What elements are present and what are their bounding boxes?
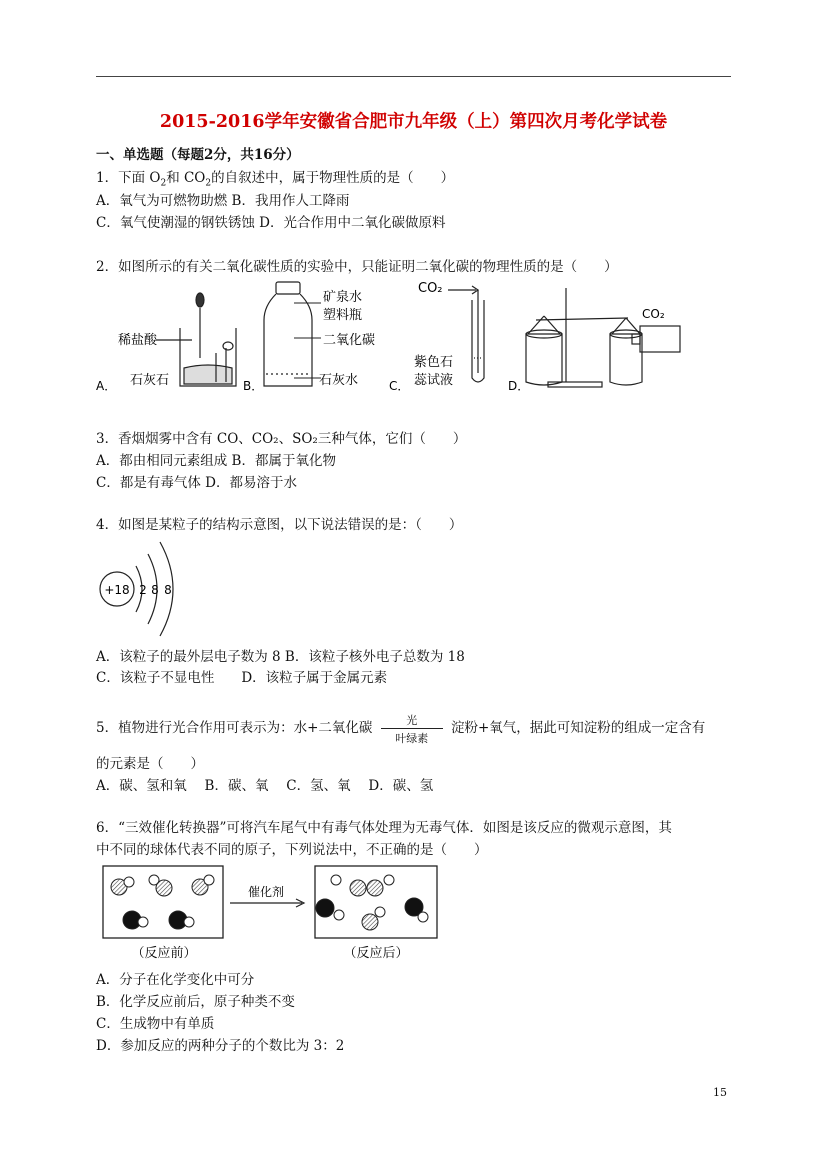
reaction-condition-bottom: 叶绿素 [395,731,429,745]
q1-subscript: 2 [160,178,167,189]
question-3-stem: 3．香烟烟雾中含有 CO、CO₂、SO₂三种气体，它们（ ） [96,431,467,447]
test-tube-icon [448,286,484,382]
molecules-before [111,875,214,929]
reaction-micro-diagram [96,860,456,965]
question-6-option-d: D．参加反应的两种分子的个数比为 3：2 [96,1038,345,1054]
question-6-stem-line2: 中不同的球体代表不同的原子，下列说法中，不正确的是（ ） [96,842,488,858]
question-2-figures [96,278,736,400]
question-5-stem-line1 [96,713,706,745]
section-heading: 一、单选题（每题2分，共16分） [96,147,300,163]
nucleus-charge: +18 [104,583,130,597]
figure-a-label: A． [96,379,117,393]
figure-b-limewater-label: 石灰水 [319,373,359,388]
question-4-options-cd: C．该粒子不显电性 D．该粒子属于金属元素 [96,670,388,686]
figure-b-co2-label: 二氧化碳 [323,333,376,348]
q1-stem-part: 和 CO [166,170,206,186]
balance-icon [526,288,680,387]
atom-structure-diagram [96,540,186,640]
shell-electrons-1: 2 [139,583,147,597]
q1-stem-part: 1．下面 O [96,170,161,186]
after-caption: （反应后） [343,946,409,961]
figure-b-bottle-label2: 塑料瓶 [323,308,363,323]
question-6-option-a: A．分子在化学变化中可分 [96,972,255,988]
question-3-options-cd: C．都是有毒气体 D．都易溶于水 [96,475,297,491]
question-1-options-ab: A．氧气为可燃物助燃 B．我用作人工降雨 [96,193,350,209]
question-6-stem-line1: 6．“三效催化转换器”可将汽车尾气中有毒气体处理为无毒气体．如图是该反应的微观示意图，其 [96,820,672,836]
page-title: 2015-2016学年安徽省合肥市九年级（上）第四次月考化学试卷 [159,112,668,132]
before-caption: （反应前） [131,946,197,961]
question-5-stem-line2: 的元素是（ ） [96,756,204,772]
header-rule [96,76,731,77]
reaction-condition-top: 光 [406,713,418,727]
figure-a-acid-label: 稀盐酸 [118,333,158,348]
q1-subscript: 2 [205,178,212,189]
figure-d-label: D． [508,379,530,393]
q5-stem-part: 5．植物进行光合作用可表示为：水+二氧化碳 [96,720,373,736]
question-3-options-ab: A．都由相同元素组成 B．都属于氧化物 [96,453,336,469]
q1-stem-part: 的自叙述中，属于物理性质的是（ ） [211,170,455,186]
question-4-options-ab: A．该粒子的最外层电子数为 8 B．该粒子核外电子总数为 18 [96,649,465,665]
reaction-arrow [381,713,443,745]
plastic-bottle-icon [264,282,312,386]
question-1-stem [96,166,454,189]
figure-b-bottle-label1: 矿泉水 [323,290,363,305]
question-6-option-b: B．化学反应前后，原子种类不变 [96,994,295,1010]
question-6-option-c: C．生成物中有单质 [96,1016,215,1032]
question-2-stem: 2．如图所示的有关二氧化碳性质的实验中，只能证明二氧化碳的物理性质的是（ ） [96,259,618,275]
shell-electrons-3: 8 [164,583,172,597]
catalyst-label: 催化剂 [247,885,285,899]
question-4-stem: 4．如图是某粒子的结构示意图，以下说法错误的是：（ ） [96,517,463,533]
figure-b-label: B． [243,379,264,393]
shell-electrons-2: 8 [151,583,159,597]
page-number: 15 [713,1086,727,1099]
figure-c-litmus-label1: 紫色石 [414,355,454,370]
question-5-options: A．碳、氢和氧 B．碳、氧 C．氢、氧 D．碳、氢 [96,778,434,794]
figure-d-co2-label: CO₂ [642,307,665,321]
question-1-options-cd: C．氧气使潮湿的钢铁锈蚀 D．光合作用中二氧化碳做原料 [96,215,446,231]
q5-stem-part: 淀粉+氧气，据此可知淀粉的组成一定含有 [451,720,706,736]
figure-c-label: C． [389,379,410,393]
figure-a-limestone-label: 石灰石 [130,373,170,388]
figure-c-co2-label: CO₂ [418,281,443,296]
molecules-after [316,875,428,930]
arrow-line [381,728,443,729]
figure-c-litmus-label2: 蕊试液 [414,373,454,388]
